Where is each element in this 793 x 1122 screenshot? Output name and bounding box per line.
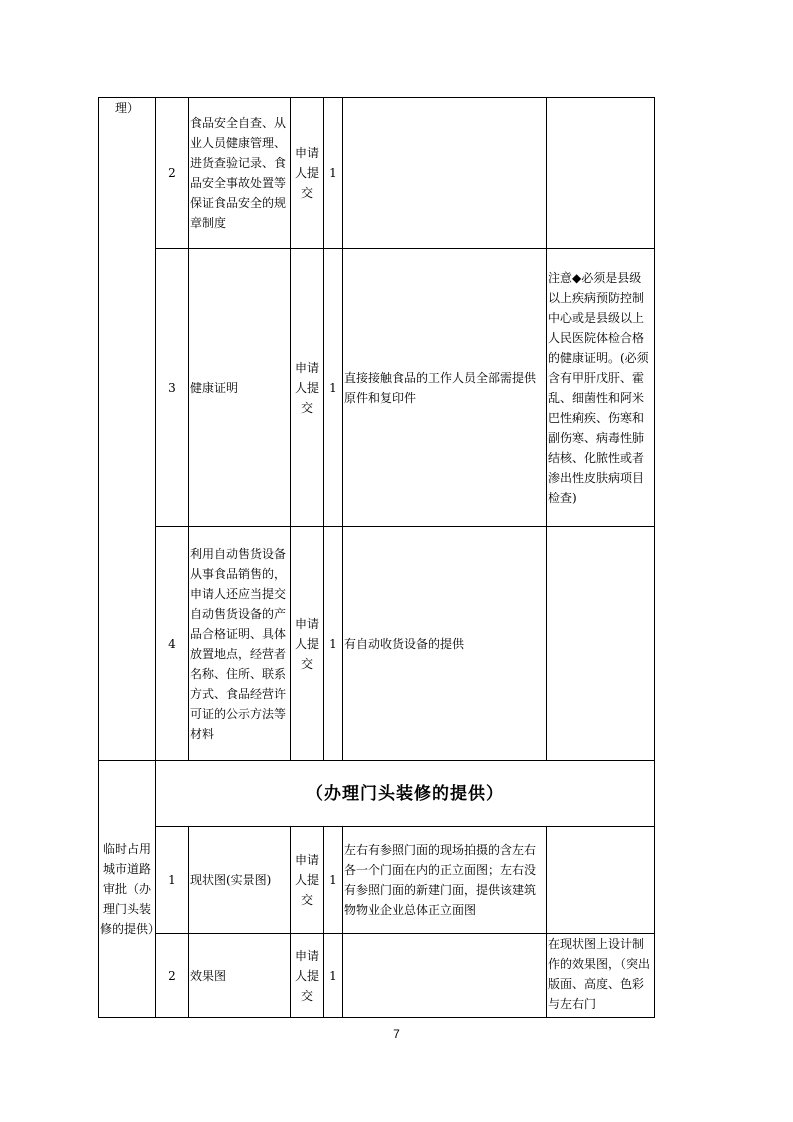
note-cell: 在现状图上设计制作的效果图，（突出版面、高度、色彩与左右门 xyxy=(547,934,655,1018)
material-name: 利用自动售货设备从事食品销售的，申请人还应当提交自动售货设备的产品合格证明、具体放置地点，经营者名称、住所、联系方式、食品经营许可证的公示方法等材料 xyxy=(189,527,291,761)
note-cell xyxy=(547,527,655,761)
material-name: 健康证明 xyxy=(189,249,291,527)
provider-cell: 申请人提交 xyxy=(291,827,324,934)
row-number: 4 xyxy=(156,527,189,761)
copies-cell: 1 xyxy=(324,827,343,934)
row-number: 2 xyxy=(156,934,189,1018)
table-row xyxy=(99,98,655,249)
provider-cell: 申请人提交 xyxy=(291,934,324,1018)
provider-cell: 申请人提交 xyxy=(291,249,324,527)
note-cell: 注意◆必须是县级以上疾病预防控制中心或是县级以上人民医院体检合格的健康证明。(必须含有甲肝戊肝、霍乱、细菌性和阿米巴性痢疾、伤寒和副伤寒、病毒性肺结核、化脓性或者渗出性皮肤病项目检查) xyxy=(547,249,655,527)
row-number: 3 xyxy=(156,249,189,527)
copies-cell: 1 xyxy=(324,249,343,527)
requirement-cell: 直接接触食品的工作人员全部需提供原件和复印件 xyxy=(343,249,547,527)
requirement-cell xyxy=(343,98,547,249)
row-number: 2 xyxy=(156,98,189,249)
material-name: 效果图 xyxy=(189,934,291,1018)
table-row xyxy=(99,527,655,761)
requirement-cell: 有自动收货设备的提供 xyxy=(343,527,547,761)
section-heading-row xyxy=(99,761,655,827)
note-cell xyxy=(547,827,655,934)
table-row xyxy=(99,827,655,934)
requirement-cell: 左右有参照门面的现场拍摄的含左右各一个门面在内的正立面图；左右没有参照门面的新建门面，提供该建筑物物业企业总体正立面图 xyxy=(343,827,547,934)
copies-cell: 1 xyxy=(324,934,343,1018)
provider-cell: 申请人提交 xyxy=(291,527,324,761)
table-row xyxy=(99,249,655,527)
requirement-cell xyxy=(343,934,547,1018)
table-row xyxy=(99,934,655,1018)
provider-cell: 申请人提交 xyxy=(291,98,324,249)
page-number: 7 xyxy=(393,1027,400,1041)
row-number: 1 xyxy=(156,827,189,934)
material-name: 现状图(实景图) xyxy=(189,827,291,934)
category-cell: 临时占用城市道路审批（办理门头装修的提供） xyxy=(99,761,156,1018)
material-name: 食品安全自查、从业人员健康管理、进货查验记录、食品安全事故处置等保证食品安全的规章制度 xyxy=(189,98,291,249)
note-cell xyxy=(547,98,655,249)
copies-cell: 1 xyxy=(324,527,343,761)
category-cell: 理） xyxy=(99,98,156,761)
copies-cell: 1 xyxy=(324,98,343,249)
materials-table xyxy=(98,97,655,1018)
section-heading: （办理门头装修的提供） xyxy=(156,761,655,827)
